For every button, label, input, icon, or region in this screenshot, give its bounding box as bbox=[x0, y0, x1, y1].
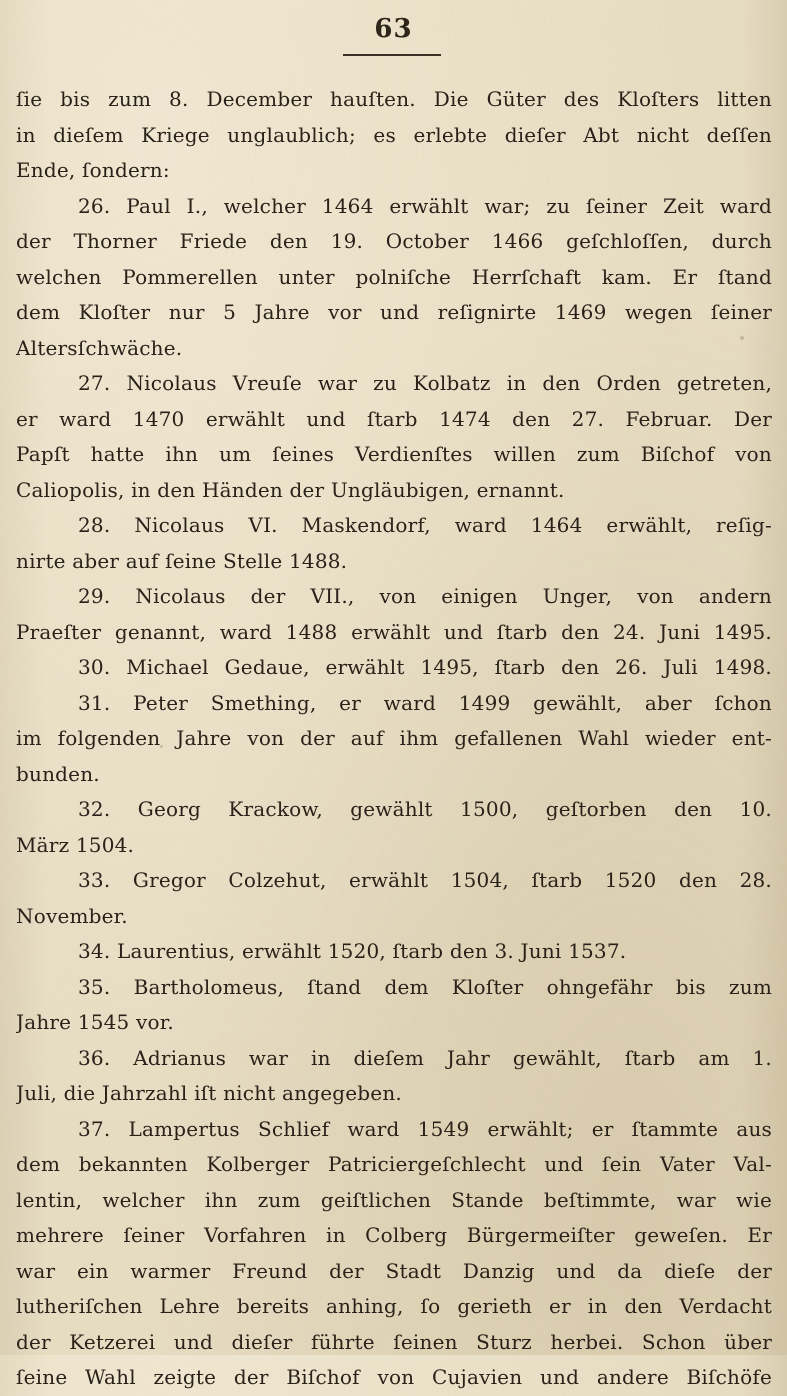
text-line: er ward 1470 erwählt und ſtarb 1474 den 27. Februar. Der bbox=[16, 406, 772, 431]
text-line: im folgenden Jahre von der auf ihm gefallenen Wahl wieder ent- bbox=[16, 726, 772, 750]
text-line: in dieſem Kriege unglaublich; es erlebte dieſer Abt nicht deſſen bbox=[16, 122, 772, 147]
text-line: Caliopolis, in den Händen der Ungläubigen, ernannt. bbox=[16, 477, 565, 502]
text-line: welchen Pommerellen unter polniſche Herrſchaft kam. Er ſtand bbox=[16, 264, 772, 289]
text-line: 34. Laurentius, erwählt 1520, ſtarb den 3. Juni 1537. bbox=[78, 939, 627, 963]
text-line: 28. Nicolaus VI. Maskendorf, ward 1464 erwählt, reſig- bbox=[78, 513, 772, 537]
text-line: 37. Lampertus Schlief ward 1549 erwählt; er ſtammte aus bbox=[78, 1116, 772, 1141]
paper-spot bbox=[624, 805, 627, 809]
text-line: 26. Paul I., welcher 1464 erwählt war; zu ſeiner Zeit ward bbox=[78, 193, 772, 218]
text-line: 35. Bartholomeus, ſtand dem Kloſter ohngefähr bis zum bbox=[78, 974, 772, 999]
paper-spot bbox=[466, 1062, 470, 1065]
text-line: ſie bis zum 8. December hauſten. Die Güter des Kloſters litten bbox=[16, 87, 772, 111]
text-line: 32. Georg Krackow, gewählt 1500, geſtorben den 10. bbox=[78, 797, 772, 821]
text-line: Praeſter genannt, ward 1488 erwählt und ſtarb den 24. Juni 1495. bbox=[16, 619, 772, 644]
text-line: Jahre 1545 vor. bbox=[16, 1010, 174, 1034]
text-line: 30. Michael Gedaue, erwählt 1495, ſtarb den 26. Juli 1498. bbox=[78, 655, 772, 679]
text-line: 29. Nicolaus der VII., von einigen Unger, von andern bbox=[78, 584, 772, 608]
text-line: der Ketzerei und dieſer führte ſeinen Sturz herbei. Schon über bbox=[16, 1329, 772, 1354]
text-line: dem bekannten Kolberger Patriciergeſchlecht und ſein Vater Val- bbox=[16, 1152, 772, 1176]
text-line: 27. Nicolaus Vreuſe war zu Kolbatz in den Orden getreten, bbox=[78, 371, 772, 395]
body-text bbox=[16, 82, 772, 1396]
page-number: 63 bbox=[374, 14, 413, 44]
text-line: nirte aber auf ſeine Stelle 1488. bbox=[16, 548, 348, 573]
text-line: Papſt hatte ihn um ſeines Verdienſtes willen zum Biſchof von bbox=[16, 442, 772, 466]
text-line: Juli, die Jahrzahl iſt nicht angegeben. bbox=[16, 1081, 402, 1105]
text-line: ſeine Wahl zeigte der Biſchof von Cujavien und andere Biſchöfe bbox=[16, 1365, 772, 1389]
text-line: März 1504. bbox=[16, 832, 135, 857]
text-line: Ende, ſondern: bbox=[16, 158, 170, 182]
text-line: der Thorner Friede den 19. October 1466 geſchloſſen, durch bbox=[16, 229, 772, 253]
text-line: lutheriſchen Lehre bereits anhing, ſo gerieth er in den Verdacht bbox=[16, 1294, 772, 1318]
paper-spot bbox=[740, 336, 744, 340]
text-line: lentin, welcher ihn zum geiſtlichen Stande beſtimmte, war wie bbox=[16, 1187, 772, 1212]
text-line: mehrere ſeiner Vorfahren in Colberg Bürgermeiſter geweſen. Er bbox=[16, 1223, 772, 1247]
text-line: November. bbox=[16, 903, 128, 928]
text-line: Altersſchwäche. bbox=[16, 335, 183, 360]
text-line: war ein warmer Freund der Stadt Danzig und da dieſe der bbox=[16, 1258, 772, 1283]
text-line: bunden. bbox=[16, 761, 100, 786]
text-line: dem Kloſter nur 5 Jahre vor und reſignirte 1469 wegen ſeiner bbox=[16, 300, 772, 324]
page-header bbox=[0, 14, 787, 44]
paper-spot bbox=[160, 745, 163, 748]
text-line: 31. Peter Smething, er ward 1499 gewählt, aber ſchon bbox=[78, 690, 772, 715]
header-rule bbox=[343, 54, 441, 56]
text-line: 36. Adrianus war in dieſem Jahr gewählt, ſtarb am 1. bbox=[78, 1045, 772, 1070]
text-line: 33. Gregor Colzehut, erwählt 1504, ſtarb 1520 den 28. bbox=[78, 868, 772, 892]
